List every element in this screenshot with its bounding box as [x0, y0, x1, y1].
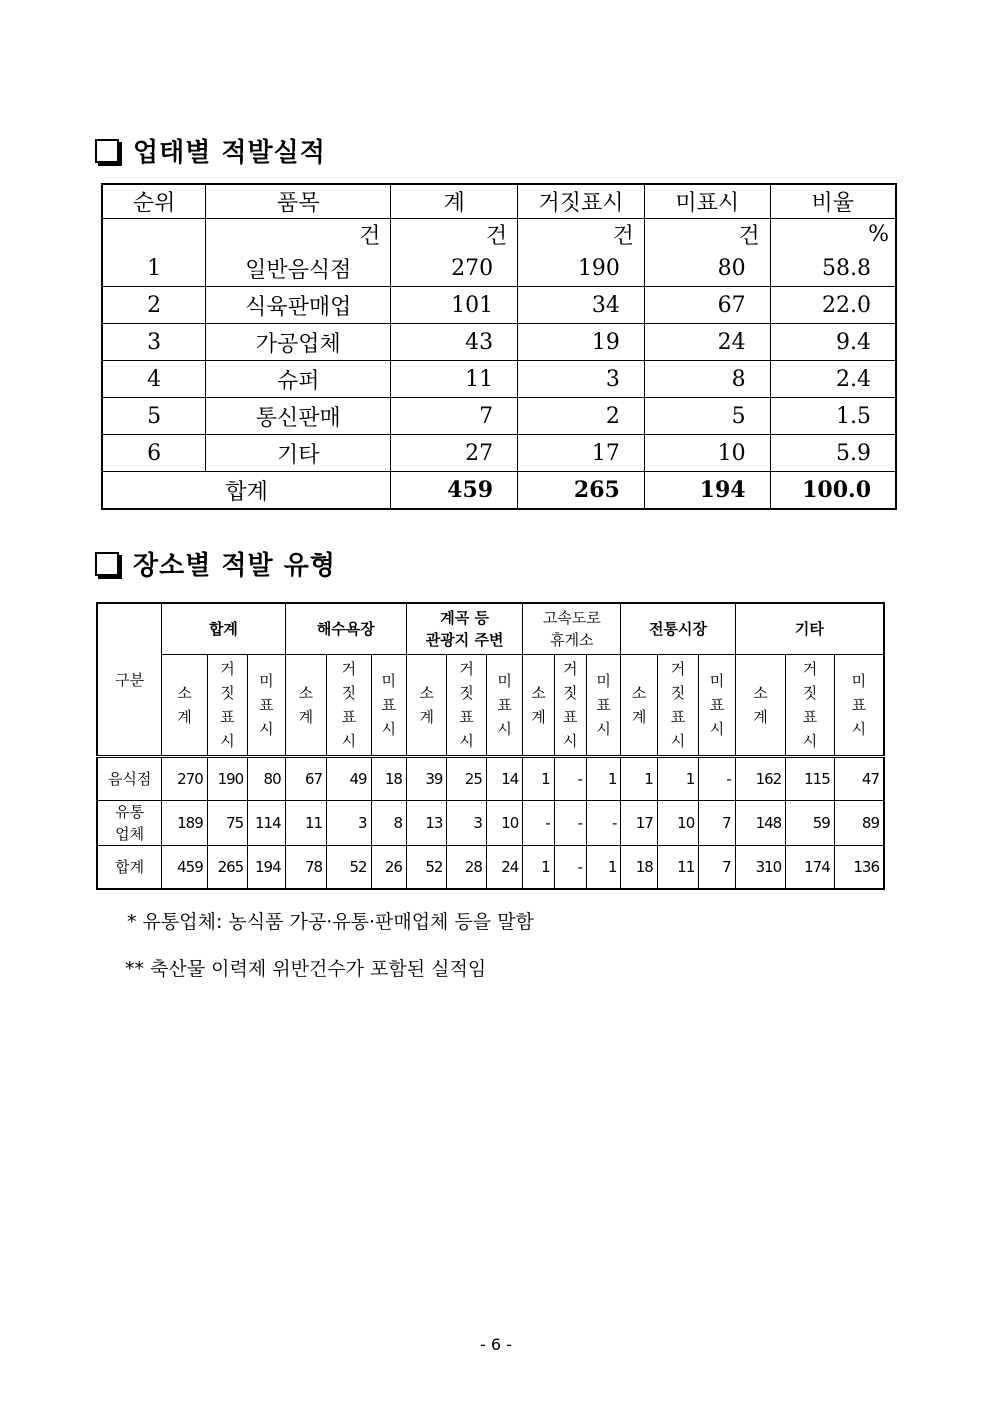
value-cell: 11 [391, 361, 518, 398]
value-cell: 1 [586, 846, 620, 890]
group-header-cell: 전통시장 [621, 603, 735, 655]
table-row [102, 250, 896, 287]
unit-cell-empty [102, 219, 206, 251]
footnote-1: * 유통업체: 농식품 가공·유통·판매업체 등을 말함 [127, 911, 534, 933]
value-cell: 174 [786, 846, 835, 890]
value-cell: 13 [406, 801, 446, 846]
value-cell: 26 [371, 846, 406, 890]
header-cell: 거짓표시 [518, 184, 645, 219]
value-cell: 3 [447, 801, 486, 846]
value-cell: 136 [834, 846, 884, 890]
item-cell: 슈퍼 [206, 361, 391, 398]
value-cell: 11 [657, 846, 698, 890]
value-cell: 310 [735, 846, 786, 890]
business-type-table [101, 183, 897, 510]
total-value-cell: 265 [518, 472, 645, 510]
value-cell: 1 [523, 846, 554, 890]
total-label-cell: 합계 [102, 472, 391, 510]
group-header-cell: 합계 [162, 603, 285, 655]
unit-cell: 건 [391, 219, 518, 251]
sub-header-cell: 미 표 시 [371, 655, 406, 757]
total-value-cell: 194 [644, 472, 770, 510]
value-cell: 2.4 [770, 361, 896, 398]
value-cell: 3 [518, 361, 645, 398]
value-cell: 24 [644, 324, 770, 361]
checkbox-square-icon [95, 139, 119, 163]
table-row [102, 361, 896, 398]
value-cell: 10 [644, 435, 770, 472]
header-cell: 품목 [206, 184, 391, 219]
value-cell: - [523, 801, 554, 846]
value-cell: 190 [207, 757, 247, 801]
value-cell: 58.8 [770, 250, 896, 287]
sub-header-cell: 미 표 시 [486, 655, 522, 757]
sub-header-cell: 거 짓 표 시 [327, 655, 372, 757]
value-cell: - [699, 757, 735, 801]
total-row [102, 472, 896, 510]
checkbox-square-icon [95, 552, 119, 576]
sub-header-cell: 소 계 [285, 655, 326, 757]
value-cell: 270 [391, 250, 518, 287]
value-cell: 5 [644, 398, 770, 435]
value-cell: 24 [486, 846, 522, 890]
value-cell: 49 [327, 757, 372, 801]
sub-header-cell: 미 표 시 [586, 655, 620, 757]
total-value-cell: 459 [391, 472, 518, 510]
value-cell: 10 [657, 801, 698, 846]
section-title-2 [95, 545, 336, 582]
value-cell: 39 [406, 757, 446, 801]
sub-header-cell: 소 계 [523, 655, 554, 757]
value-cell: 189 [162, 801, 208, 846]
table-row [97, 801, 884, 846]
sub-header-cell: 거 짓 표 시 [207, 655, 247, 757]
group-header-cell: 고속도로 휴게소 [523, 603, 621, 655]
item-cell: 식육판매업 [206, 287, 391, 324]
unit-cell: 건 [644, 219, 770, 251]
sub-header-cell: 거 짓 표 시 [786, 655, 835, 757]
table-row [97, 757, 884, 801]
value-cell: 27 [391, 435, 518, 472]
value-cell: 7 [391, 398, 518, 435]
sub-header-cell: 소 계 [162, 655, 208, 757]
sub-header-cell: 거 짓 표 시 [554, 655, 586, 757]
rank-cell: 1 [102, 250, 206, 287]
group-header-row [97, 603, 884, 655]
sub-header-cell: 소 계 [621, 655, 657, 757]
table-row [102, 398, 896, 435]
header-cell: 미표시 [644, 184, 770, 219]
value-cell: 7 [699, 846, 735, 890]
group-header-cell: 계곡 등 관광지 주변 [406, 603, 522, 655]
row-label-cell: 유통 업체 [97, 801, 162, 846]
rank-cell: 4 [102, 361, 206, 398]
row-label-cell: 합계 [97, 846, 162, 890]
item-cell: 가공업체 [206, 324, 391, 361]
sub-header-cell: 미 표 시 [248, 655, 285, 757]
value-cell: 89 [834, 801, 884, 846]
rank-cell: 2 [102, 287, 206, 324]
group-header-cell: 기타 [735, 603, 884, 655]
value-cell: 18 [371, 757, 406, 801]
value-cell: 43 [391, 324, 518, 361]
unit-row [102, 219, 896, 251]
footnote-2: ** 축산물 이력제 위반건수가 포함된 실적임 [125, 958, 487, 980]
rank-cell: 3 [102, 324, 206, 361]
value-cell: 52 [327, 846, 372, 890]
sub-header-cell: 거 짓 표 시 [447, 655, 486, 757]
value-cell: 1 [586, 757, 620, 801]
value-cell: 67 [644, 287, 770, 324]
value-cell: 5.9 [770, 435, 896, 472]
item-cell: 통신판매 [206, 398, 391, 435]
value-cell: 265 [207, 846, 247, 890]
value-cell: 80 [644, 250, 770, 287]
value-cell: 22.0 [770, 287, 896, 324]
value-cell: 11 [285, 801, 326, 846]
value-cell: 7 [699, 801, 735, 846]
table-row [102, 324, 896, 361]
value-cell: 18 [621, 846, 657, 890]
value-cell: 8 [371, 801, 406, 846]
row-header-cell: 구분 [97, 603, 162, 757]
value-cell: 47 [834, 757, 884, 801]
table-row [102, 287, 896, 324]
value-cell: 8 [644, 361, 770, 398]
value-cell: 17 [518, 435, 645, 472]
value-cell: 14 [486, 757, 522, 801]
sub-header-cell: 소 계 [406, 655, 446, 757]
value-cell: 1.5 [770, 398, 896, 435]
header-cell: 비율 [770, 184, 896, 219]
rank-cell: 6 [102, 435, 206, 472]
value-cell: 101 [391, 287, 518, 324]
value-cell: - [554, 757, 586, 801]
value-cell: 10 [486, 801, 522, 846]
total-value-cell: 100.0 [770, 472, 896, 510]
value-cell: 1 [523, 757, 554, 801]
sub-header-cell: 거 짓 표 시 [657, 655, 698, 757]
unit-cell: 건 [518, 219, 645, 251]
section-title-2-text: 장소별 적발 유형 [133, 551, 336, 581]
item-cell: 기타 [206, 435, 391, 472]
unit-cell: % [770, 219, 896, 251]
value-cell: 9.4 [770, 324, 896, 361]
table-row [102, 435, 896, 472]
header-cell: 순위 [102, 184, 206, 219]
row-label-cell: 음식점 [97, 757, 162, 801]
location-type-table [96, 602, 885, 890]
value-cell: 270 [162, 757, 208, 801]
value-cell: 1 [657, 757, 698, 801]
table-header-row [102, 184, 896, 219]
value-cell: 67 [285, 757, 326, 801]
value-cell: 52 [406, 846, 446, 890]
value-cell: - [554, 801, 586, 846]
value-cell: 19 [518, 324, 645, 361]
item-cell: 일반음식점 [206, 250, 391, 287]
value-cell: 34 [518, 287, 645, 324]
value-cell: 17 [621, 801, 657, 846]
value-cell: 459 [162, 846, 208, 890]
value-cell: 1 [621, 757, 657, 801]
value-cell: 190 [518, 250, 645, 287]
value-cell: 162 [735, 757, 786, 801]
value-cell: 3 [327, 801, 372, 846]
value-cell: 80 [248, 757, 285, 801]
value-cell: 25 [447, 757, 486, 801]
value-cell: 59 [786, 801, 835, 846]
unit-cell: 건 [206, 219, 391, 251]
value-cell: 78 [285, 846, 326, 890]
table-row [97, 846, 884, 890]
sub-header-cell: 미 표 시 [834, 655, 884, 757]
section-title-1-text: 업태별 적발실적 [133, 138, 326, 168]
rank-cell: 5 [102, 398, 206, 435]
value-cell: - [554, 846, 586, 890]
value-cell: 148 [735, 801, 786, 846]
value-cell: 2 [518, 398, 645, 435]
value-cell: 28 [447, 846, 486, 890]
value-cell: - [586, 801, 620, 846]
sub-header-cell: 소 계 [735, 655, 786, 757]
value-cell: 75 [207, 801, 247, 846]
group-header-cell: 해수욕장 [285, 603, 406, 655]
sub-header-cell: 미 표 시 [699, 655, 735, 757]
page-number: - 6 - [480, 1335, 512, 1354]
section-title-1 [95, 132, 326, 169]
value-cell: 194 [248, 846, 285, 890]
value-cell: 115 [786, 757, 835, 801]
header-cell: 계 [391, 184, 518, 219]
value-cell: 114 [248, 801, 285, 846]
sub-header-row [97, 655, 884, 757]
